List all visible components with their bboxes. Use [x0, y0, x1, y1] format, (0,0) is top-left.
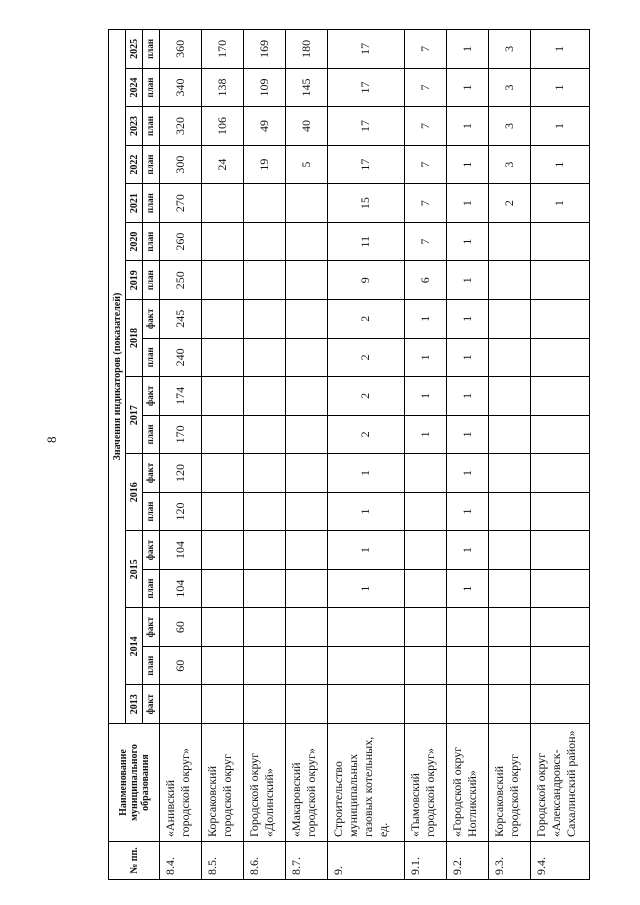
value-cell	[286, 569, 328, 608]
value-cell: 7	[404, 68, 446, 107]
value-cell: 1	[446, 222, 488, 261]
value-cell	[202, 222, 244, 261]
value-cell	[244, 261, 286, 300]
plan-fact-header: план	[143, 222, 160, 261]
value-cell	[530, 261, 589, 300]
plan-fact-header: факт	[143, 299, 160, 338]
value-cell	[286, 377, 328, 416]
value-cell	[446, 646, 488, 685]
value-cell: 3	[488, 30, 530, 69]
value-cell	[488, 685, 530, 724]
table-row	[404, 30, 446, 880]
plan-fact-header: план	[143, 569, 160, 608]
municipality-name: «Анивский городской округ»	[160, 724, 202, 842]
value-cell	[202, 299, 244, 338]
value-cell	[202, 415, 244, 454]
value-cell: 1	[446, 299, 488, 338]
value-cell: 60	[160, 646, 202, 685]
value-cell	[404, 569, 446, 608]
value-cell: 19	[244, 145, 286, 184]
row-number: 9.4.	[530, 842, 589, 880]
value-cell: 1	[446, 30, 488, 69]
value-cell	[286, 261, 328, 300]
value-cell	[286, 531, 328, 570]
year-header: 2013	[126, 685, 143, 724]
value-cell: 300	[160, 145, 202, 184]
table-row	[328, 30, 404, 880]
value-cell: 1	[404, 377, 446, 416]
year-header: 2023	[126, 107, 143, 146]
value-cell: 1	[530, 145, 589, 184]
value-cell	[488, 377, 530, 416]
table-row	[244, 30, 286, 880]
value-cell	[244, 569, 286, 608]
value-cell: 104	[160, 531, 202, 570]
value-cell: 1	[446, 377, 488, 416]
value-cell: 320	[160, 107, 202, 146]
value-cell: 7	[404, 107, 446, 146]
value-cell: 17	[328, 68, 404, 107]
value-cell	[530, 415, 589, 454]
value-cell: 1	[446, 569, 488, 608]
plan-fact-header: план	[143, 646, 160, 685]
value-cell: 360	[160, 30, 202, 69]
value-cell: 1	[446, 145, 488, 184]
value-cell: 245	[160, 299, 202, 338]
value-cell: 1	[404, 415, 446, 454]
table-row	[446, 30, 488, 880]
year-header: 2022	[126, 145, 143, 184]
plan-fact-header: план	[143, 184, 160, 223]
value-cell: 60	[160, 608, 202, 647]
value-cell	[202, 531, 244, 570]
year-header: 2025	[126, 30, 143, 69]
value-cell: 1	[446, 184, 488, 223]
plan-fact-header: план	[143, 492, 160, 531]
value-cell: 1	[446, 261, 488, 300]
municipality-name: Корсаковский городской округ	[488, 724, 530, 842]
value-cell	[446, 685, 488, 724]
value-cell: 1	[446, 415, 488, 454]
value-cell	[244, 531, 286, 570]
value-cell: 1	[328, 531, 404, 570]
value-cell	[530, 492, 589, 531]
value-cell: 11	[328, 222, 404, 261]
plan-fact-header: план	[143, 145, 160, 184]
value-cell: 7	[404, 145, 446, 184]
value-cell	[244, 184, 286, 223]
value-cell: 17	[328, 30, 404, 69]
value-cell: 260	[160, 222, 202, 261]
year-header: 2016	[126, 454, 143, 531]
year-header: 2014	[126, 608, 143, 685]
page-number: 8	[44, 436, 59, 443]
value-cell	[530, 299, 589, 338]
row-number: 8.7.	[286, 842, 328, 880]
value-cell: 24	[202, 145, 244, 184]
values-header: Значения индикаторов (показателей)	[109, 30, 126, 724]
plan-fact-header: план	[143, 68, 160, 107]
header-row-top	[109, 30, 126, 880]
value-cell: 7	[404, 222, 446, 261]
year-header: 2021	[126, 184, 143, 223]
plan-fact-header: факт	[143, 608, 160, 647]
municipality-name: «Макаровский городской округ»	[286, 724, 328, 842]
value-cell	[530, 377, 589, 416]
value-cell: 2	[328, 377, 404, 416]
value-cell: 1	[404, 299, 446, 338]
value-cell	[244, 299, 286, 338]
value-cell: 170	[160, 415, 202, 454]
value-cell: 1	[530, 68, 589, 107]
value-cell: 1	[446, 107, 488, 146]
value-cell	[286, 338, 328, 377]
value-cell	[244, 454, 286, 493]
plan-fact-header: план	[143, 415, 160, 454]
value-cell: 1	[530, 184, 589, 223]
value-cell: 1	[530, 107, 589, 146]
value-cell	[488, 531, 530, 570]
row-number: 8.4.	[160, 842, 202, 880]
value-cell: 6	[404, 261, 446, 300]
year-header: 2018	[126, 299, 143, 376]
value-cell	[488, 261, 530, 300]
value-cell	[530, 685, 589, 724]
value-cell	[202, 646, 244, 685]
value-cell: 40	[286, 107, 328, 146]
value-cell: 1	[404, 338, 446, 377]
table-row	[202, 30, 244, 880]
value-cell: 7	[404, 184, 446, 223]
value-cell: 1	[328, 492, 404, 531]
plan-fact-header: факт	[143, 454, 160, 493]
value-cell	[244, 222, 286, 261]
value-cell	[530, 338, 589, 377]
table-row	[530, 30, 589, 880]
value-cell: 9	[328, 261, 404, 300]
year-header: 2019	[126, 261, 143, 300]
value-cell	[286, 685, 328, 724]
plan-fact-header: факт	[143, 685, 160, 724]
value-cell: 170	[202, 30, 244, 69]
table-body	[160, 30, 590, 880]
value-cell: 1	[328, 454, 404, 493]
year-header: 2015	[126, 531, 143, 608]
value-cell	[530, 222, 589, 261]
value-cell	[244, 492, 286, 531]
value-cell	[404, 608, 446, 647]
value-cell	[488, 415, 530, 454]
value-cell	[244, 338, 286, 377]
value-cell: 7	[404, 30, 446, 69]
value-cell	[244, 608, 286, 647]
value-cell	[202, 377, 244, 416]
name-header: Наименование муниципального образования	[109, 724, 160, 842]
value-cell: 1	[446, 492, 488, 531]
plan-fact-header: факт	[143, 531, 160, 570]
value-cell: 1	[446, 454, 488, 493]
value-cell	[286, 415, 328, 454]
value-cell	[202, 569, 244, 608]
value-cell	[328, 608, 404, 647]
value-cell: 138	[202, 68, 244, 107]
row-number: 9.3.	[488, 842, 530, 880]
value-cell: 104	[160, 569, 202, 608]
value-cell: 340	[160, 68, 202, 107]
row-number: 8.6.	[244, 842, 286, 880]
value-cell	[244, 685, 286, 724]
value-cell	[202, 685, 244, 724]
value-cell: 120	[160, 492, 202, 531]
num-header: № пп.	[109, 842, 160, 880]
plan-fact-header: факт	[143, 377, 160, 416]
value-cell	[488, 646, 530, 685]
value-cell: 250	[160, 261, 202, 300]
value-cell	[488, 492, 530, 531]
value-cell: 1	[328, 569, 404, 608]
value-cell	[530, 646, 589, 685]
value-cell: 145	[286, 68, 328, 107]
value-cell	[286, 492, 328, 531]
value-cell: 1	[446, 531, 488, 570]
year-header: 2020	[126, 222, 143, 261]
value-cell: 3	[488, 107, 530, 146]
value-cell	[488, 569, 530, 608]
value-cell: 240	[160, 338, 202, 377]
value-cell: 2	[328, 415, 404, 454]
row-number: 9.1.	[404, 842, 446, 880]
municipality-name: Городской округ «Александровск-Сахалинский район»	[530, 724, 589, 842]
value-cell	[530, 454, 589, 493]
value-cell: 120	[160, 454, 202, 493]
value-cell	[202, 492, 244, 531]
value-cell	[286, 608, 328, 647]
municipality-name: Строительство муниципальных газовых котельных, ед.	[328, 724, 404, 842]
value-cell	[530, 569, 589, 608]
value-cell	[202, 261, 244, 300]
value-cell	[202, 608, 244, 647]
value-cell	[488, 222, 530, 261]
value-cell: 3	[488, 68, 530, 107]
value-cell	[328, 646, 404, 685]
value-cell	[530, 531, 589, 570]
row-number: 9.	[328, 842, 404, 880]
value-cell	[488, 299, 530, 338]
value-cell: 2	[488, 184, 530, 223]
rotated-table-container	[108, 30, 590, 880]
value-cell	[286, 222, 328, 261]
value-cell: 5	[286, 145, 328, 184]
value-cell: 1	[530, 30, 589, 69]
value-cell	[328, 685, 404, 724]
value-cell	[404, 646, 446, 685]
municipality-name: Городской округ «Долинский»	[244, 724, 286, 842]
value-cell	[488, 454, 530, 493]
value-cell: 15	[328, 184, 404, 223]
plan-fact-header: план	[143, 338, 160, 377]
year-header: 2017	[126, 377, 143, 454]
table-row	[160, 30, 202, 880]
value-cell: 180	[286, 30, 328, 69]
value-cell	[202, 454, 244, 493]
value-cell: 1	[446, 68, 488, 107]
value-cell	[244, 415, 286, 454]
municipality-name: Корсаковский городской округ	[202, 724, 244, 842]
value-cell	[404, 454, 446, 493]
value-cell	[488, 338, 530, 377]
value-cell: 270	[160, 184, 202, 223]
table-row	[488, 30, 530, 880]
year-header: 2024	[126, 68, 143, 107]
value-cell	[530, 608, 589, 647]
value-cell	[404, 492, 446, 531]
municipality-name: «Городской округ Ногликский»	[446, 724, 488, 842]
value-cell	[244, 377, 286, 416]
municipality-name: «Тымовский городской округ»	[404, 724, 446, 842]
value-cell: 174	[160, 377, 202, 416]
plan-fact-header: план	[143, 30, 160, 69]
value-cell	[404, 685, 446, 724]
row-number: 9.2.	[446, 842, 488, 880]
value-cell	[446, 608, 488, 647]
value-cell	[488, 608, 530, 647]
row-number: 8.5.	[202, 842, 244, 880]
value-cell: 2	[328, 299, 404, 338]
value-cell	[160, 685, 202, 724]
value-cell	[244, 646, 286, 685]
value-cell	[404, 531, 446, 570]
value-cell: 3	[488, 145, 530, 184]
value-cell: 17	[328, 107, 404, 146]
value-cell	[286, 454, 328, 493]
plan-fact-header: план	[143, 107, 160, 146]
value-cell	[286, 299, 328, 338]
value-cell: 109	[244, 68, 286, 107]
plan-fact-header: план	[143, 261, 160, 300]
value-cell: 17	[328, 145, 404, 184]
value-cell: 106	[202, 107, 244, 146]
value-cell: 2	[328, 338, 404, 377]
value-cell: 49	[244, 107, 286, 146]
table-row	[286, 30, 328, 880]
value-cell	[202, 184, 244, 223]
value-cell	[286, 184, 328, 223]
value-cell	[202, 338, 244, 377]
value-cell	[286, 646, 328, 685]
value-cell: 1	[446, 338, 488, 377]
indicators-table	[108, 29, 590, 880]
value-cell: 169	[244, 30, 286, 69]
